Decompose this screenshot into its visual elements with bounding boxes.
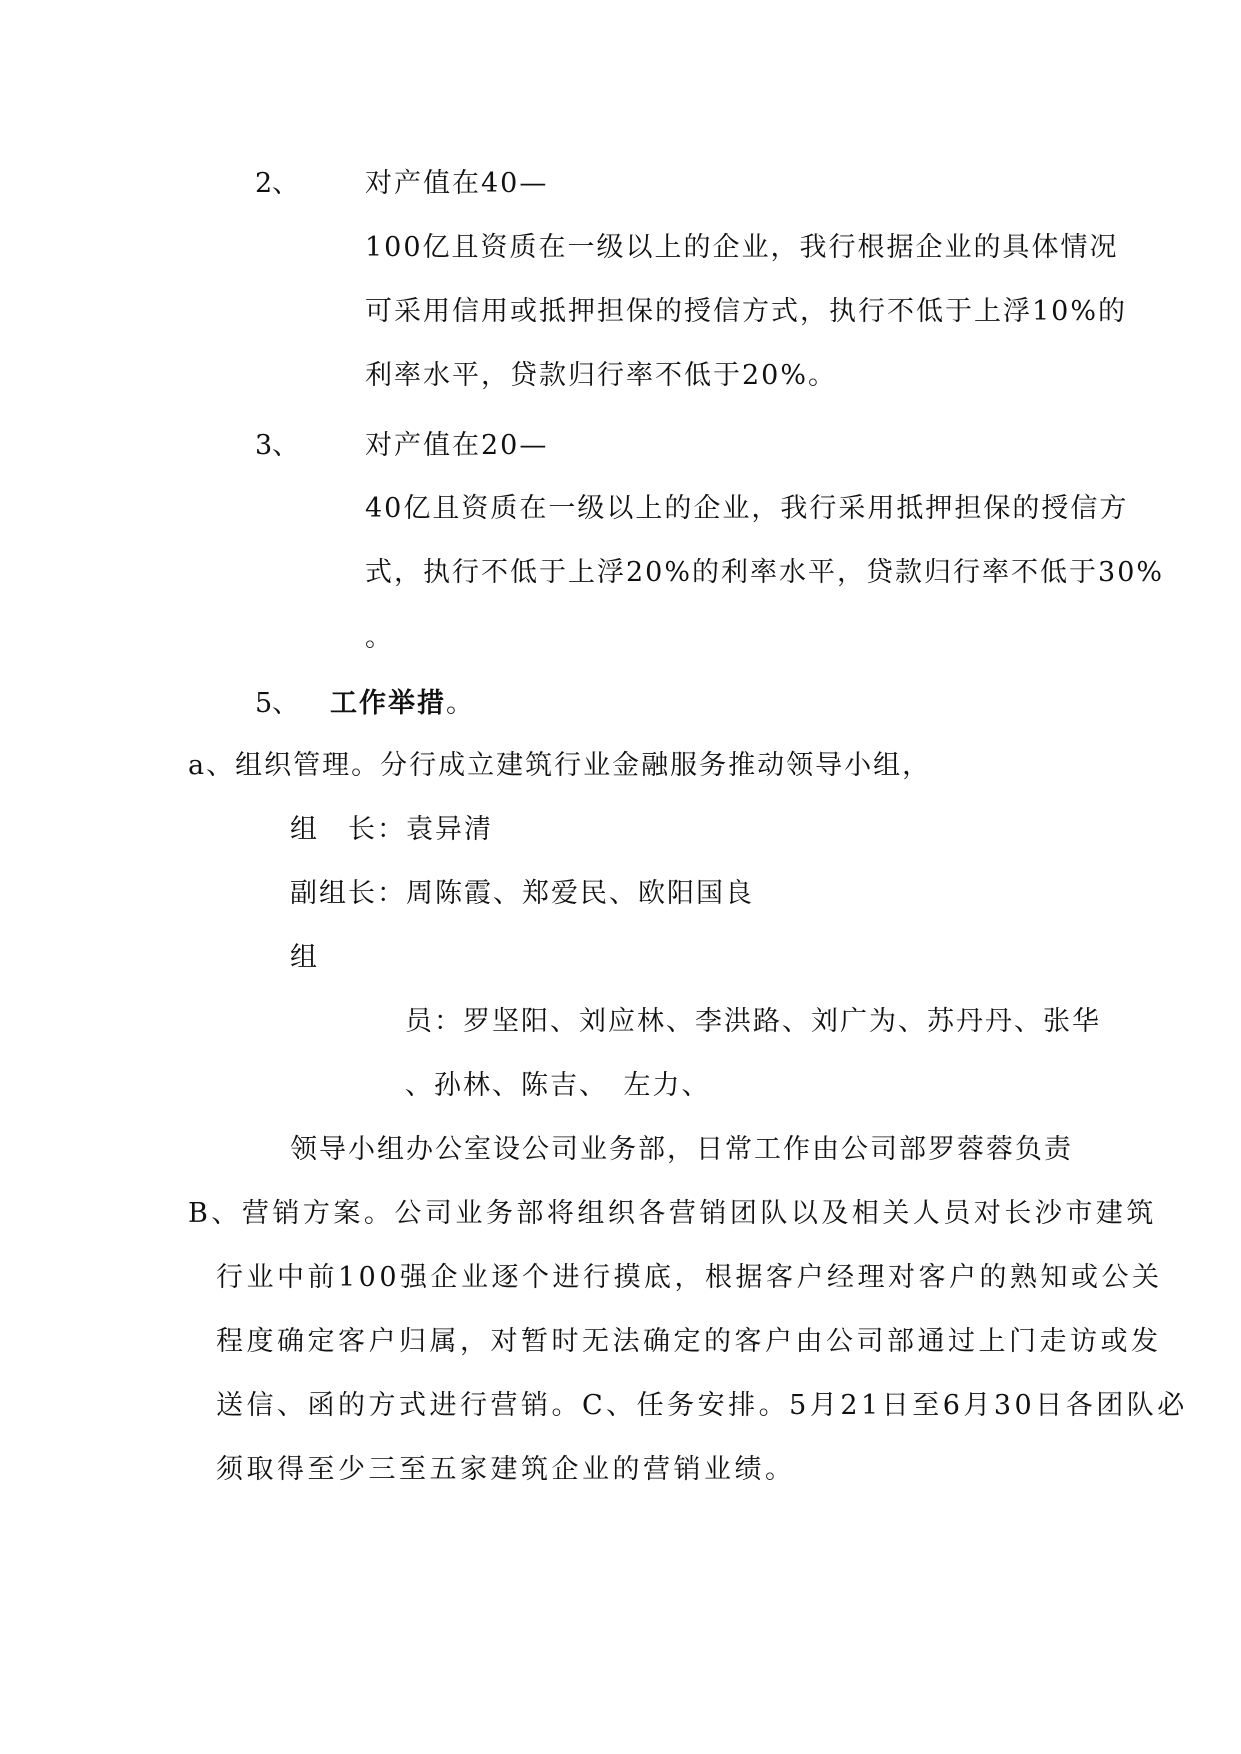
item-3-line-3: 式，执行不低于上浮20%的利率水平，贷款归行率不低于30%	[365, 557, 1165, 588]
section-b-line-3: 程度确定客户归属，对暂时无法确定的客户由公司部通过上门走访或发	[216, 1326, 1162, 1357]
item-2-line-3: 可采用信用或抵押担保的授信方式，执行不低于上浮10%的	[365, 296, 1128, 327]
item-3-line-1: 对产值在20—	[365, 430, 549, 461]
vice-leader-line: 副组长：周陈霞、郑爱民、欧阳国良	[290, 878, 754, 909]
member-line-1: 员：罗坚阳、刘应林、李洪路、刘广为、苏丹丹、张华	[405, 1006, 1101, 1037]
section-b-line-5: 须取得至少三至五家建筑企业的营销业绩。	[216, 1454, 796, 1485]
item-2-line-4: 利率水平，贷款归行率不低于20%。	[365, 360, 838, 391]
member-line-2: 、孙林、陈吉、 左力、	[405, 1070, 711, 1101]
section-a-line: a、组织管理。分行成立建筑行业金融服务推动领导小组，	[188, 750, 932, 781]
item-2-number: 2、	[255, 168, 300, 199]
item-5-heading	[330, 686, 475, 722]
item-2-line-2: 100亿且资质在一级以上的企业，我行根据企业的具体情况	[365, 232, 1119, 263]
item-3-line-2: 40亿且资质在一级以上的企业，我行采用抵押担保的授信方	[365, 493, 1129, 524]
section-b-line-2: 行业中前100强企业逐个进行摸底，根据客户经理对客户的熟知或公关	[216, 1262, 1163, 1293]
group-leader-line: 组 长：袁异清	[290, 814, 493, 845]
item-2-line-1: 对产值在40—	[365, 168, 549, 199]
item-5-heading-tail: 。	[446, 688, 475, 719]
section-b-line-4: 送信、函的方式进行营销。C、任务安排。5月21日至6月30日各团队必	[216, 1390, 1188, 1421]
section-b-line-1: B、营销方案。公司业务部将组织各营销团队以及相关人员对长沙市建筑	[188, 1198, 1157, 1229]
item-5-number: 5、	[255, 688, 300, 719]
member-label: 组	[290, 942, 319, 973]
item-5-heading-text: 工作举措	[330, 688, 446, 719]
item-3-number: 3、	[255, 430, 300, 461]
item-3-line-4: 。	[365, 622, 394, 653]
office-line: 领导小组办公室设公司业务部，日常工作由公司部罗蓉蓉负责	[290, 1134, 1073, 1165]
